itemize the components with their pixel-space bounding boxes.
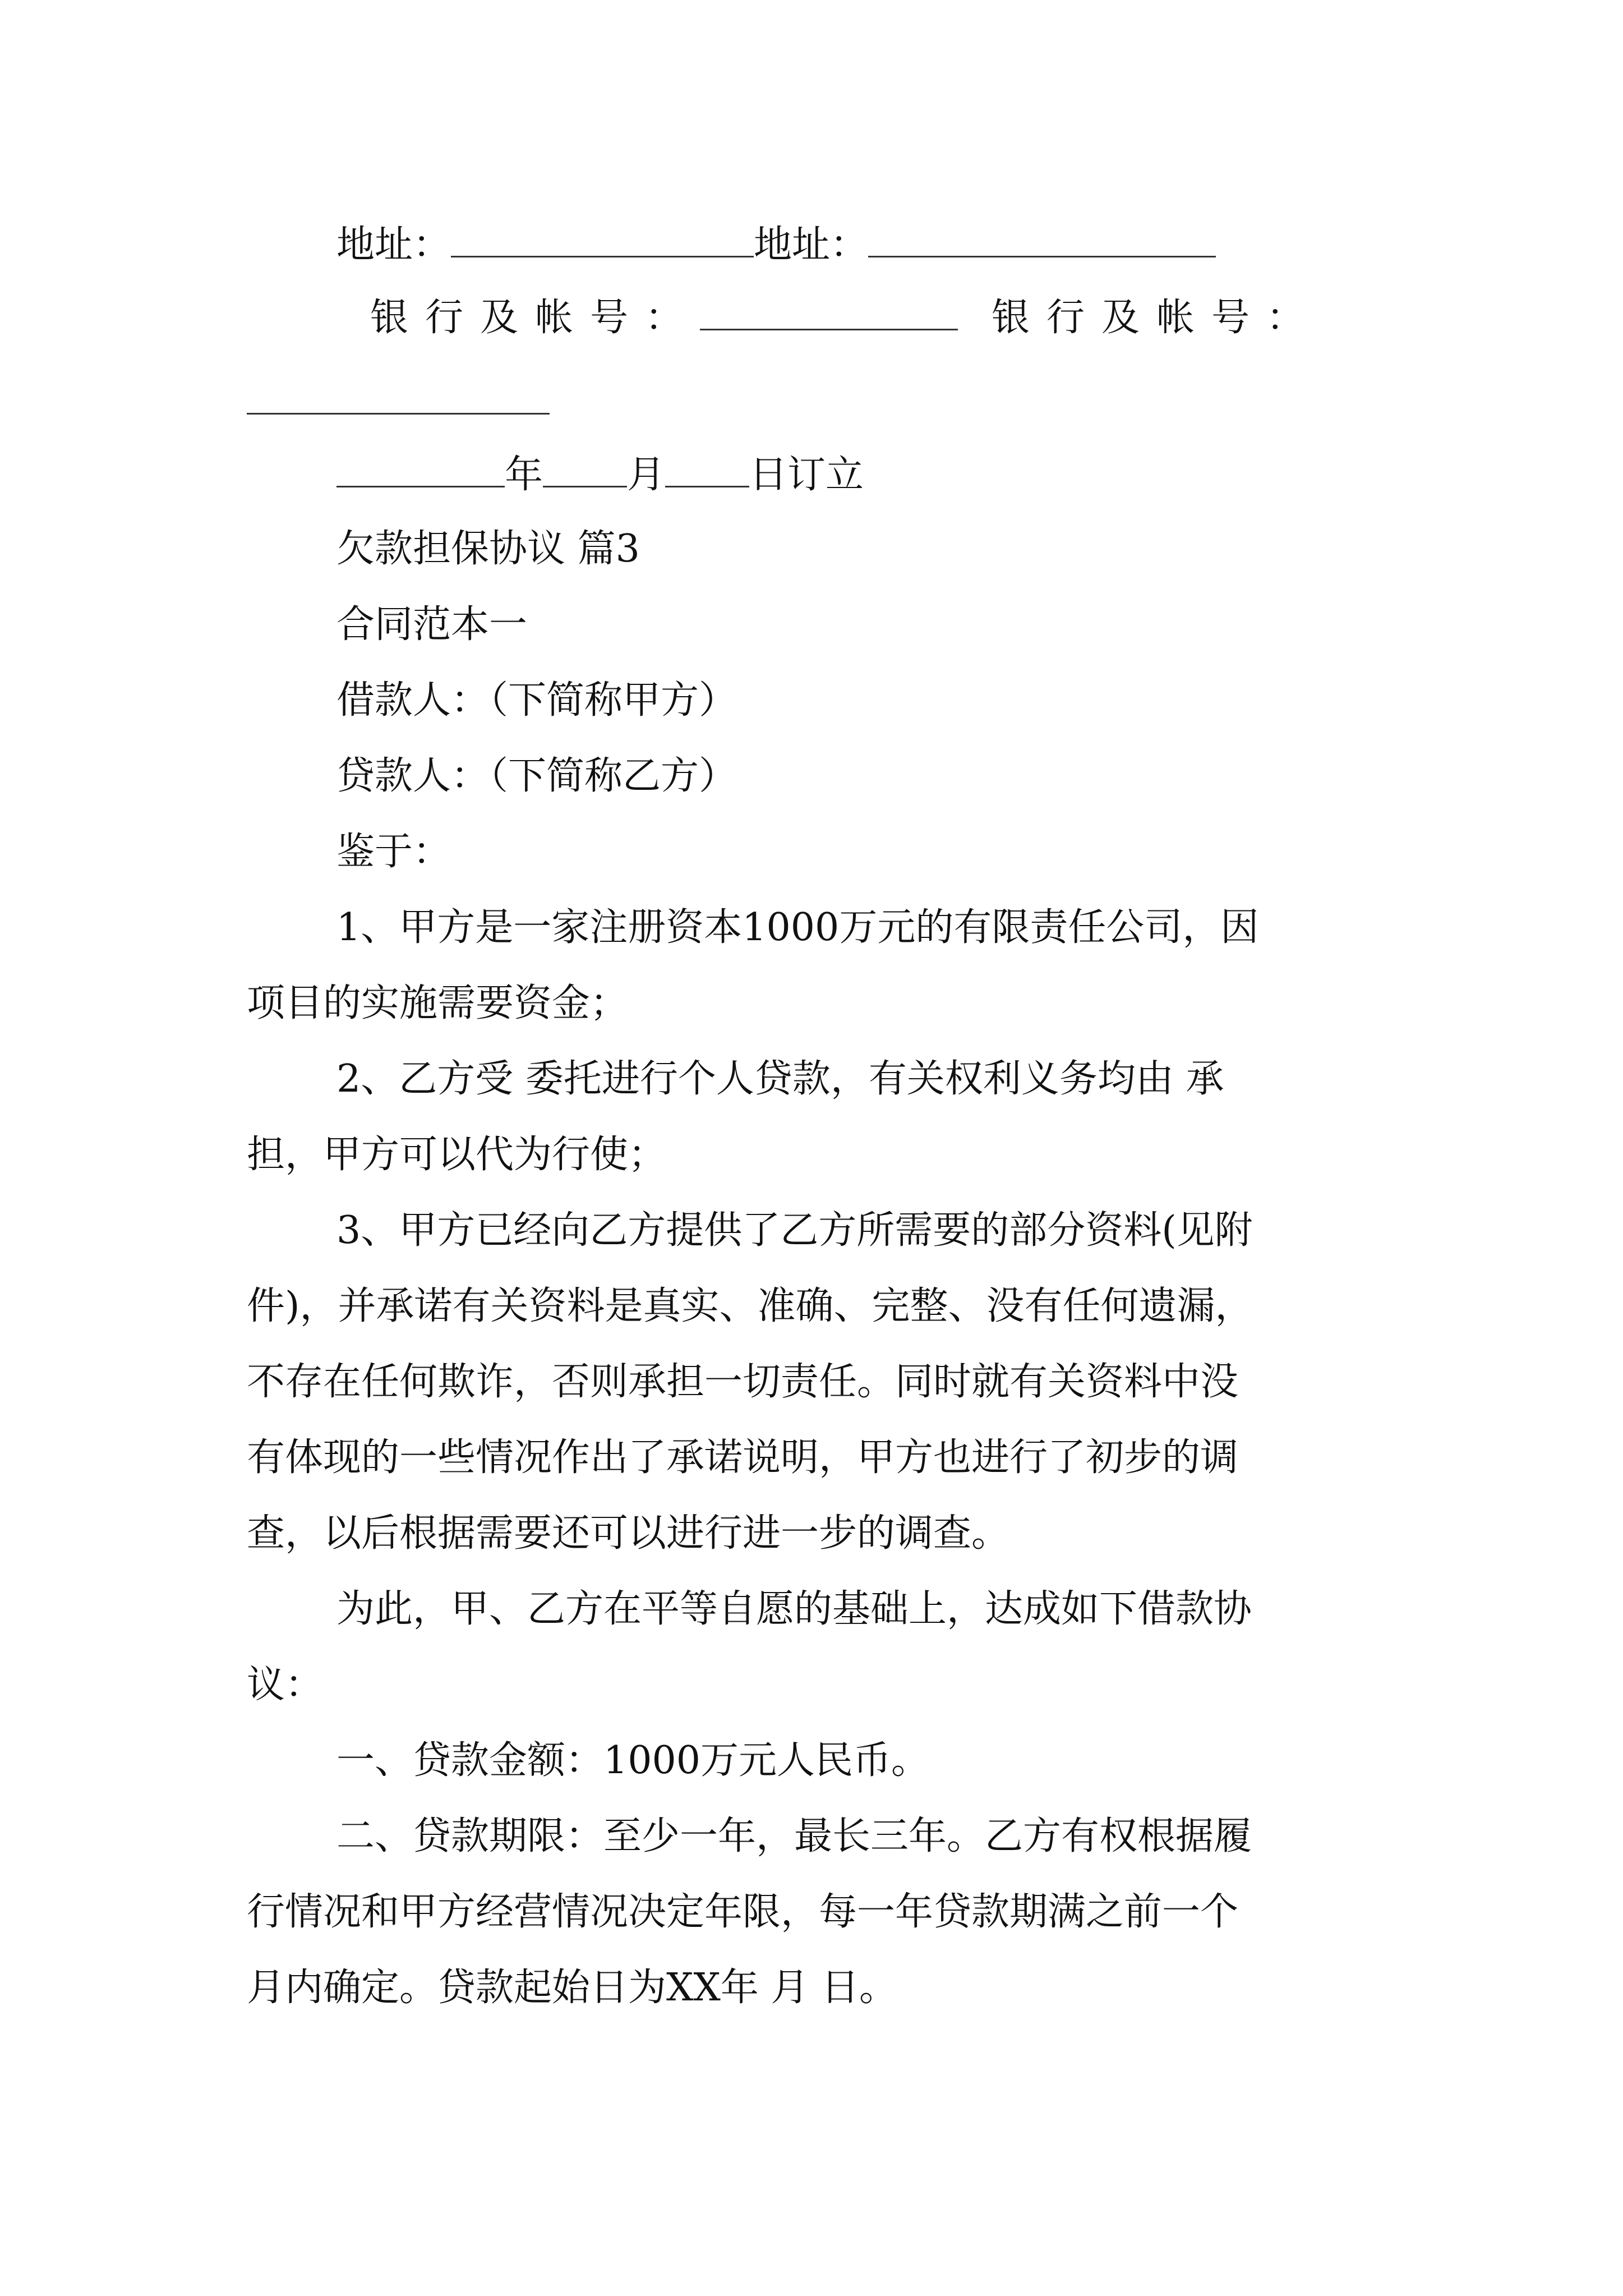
borrower-line: 借款人：（下简称甲方）: [336, 678, 737, 723]
bank-continuation-row: [247, 381, 550, 421]
address-row: [336, 223, 1216, 267]
bank-blank-party-a: [700, 297, 958, 330]
year-blank: [336, 454, 505, 487]
section-title: 欠款担保协议 篇3: [336, 527, 640, 571]
clause-2-line-2: 行情况和甲方经营情况决定年限，每一年贷款期满之前一个: [247, 1890, 1239, 1934]
whereas-item-3-line-2: 件)，并承诺有关资料是真实、准确、完整、没有任何遗漏，: [247, 1284, 1253, 1328]
clause-2-line-3: 月内确定。贷款起始日为XX年 月 日。: [247, 1966, 898, 2010]
day-label: 日订立: [749, 453, 864, 497]
day-blank: [665, 454, 749, 487]
bank-blank-party-b: [247, 381, 550, 415]
address-label-party-b: 地址：: [754, 223, 869, 267]
bank-row: [370, 296, 1322, 340]
whereas-item-3-line-5: 查，以后根据需要还可以进行进一步的调查。: [247, 1511, 1010, 1556]
address-blank-party-a: [451, 224, 754, 257]
month-blank: [543, 454, 627, 487]
whereas-item-1-line-1: 1、甲方是一家注册资本1000万元的有限责任公司，因: [336, 905, 1259, 950]
whereas-item-3-line-3: 不存在任何欺诈，否则承担一切责任。同时就有关资料中没: [247, 1360, 1239, 1404]
address-label-party-a: 地址：: [336, 223, 451, 267]
whereas-item-2-line-2: 担，甲方可以代为行使；: [247, 1133, 667, 1177]
lender-line: 贷款人：（下简称乙方）: [336, 754, 737, 798]
whereas-item-3-line-1: 3、甲方已经向乙方提供了乙方所需要的部分资料(见附: [336, 1208, 1253, 1253]
bank-label-party-a: 银行及帐号：: [370, 296, 700, 340]
month-label: 月: [627, 453, 666, 497]
agreement-intro-line-2: 议：: [247, 1663, 324, 1707]
agreement-intro-line-1: 为此，甲、乙方在平等自愿的基础上，达成如下借款协: [336, 1587, 1252, 1631]
date-row: [336, 453, 864, 497]
whereas-item-2-line-1: 2、乙方受 委托进行个人贷款，有关权利义务均由 承: [336, 1057, 1224, 1101]
whereas-heading: 鉴于：: [336, 830, 451, 874]
clause-1: 一、贷款金额：1000万元人民币。: [336, 1738, 930, 1783]
section-subtitle: 合同范本一: [336, 602, 528, 647]
year-label: 年: [505, 453, 543, 497]
whereas-item-1-line-2: 项目的实施需要资金；: [247, 981, 629, 1025]
bank-label-party-b: 银行及帐号：: [992, 296, 1322, 340]
whereas-item-3-line-4: 有体现的一些情况作出了承诺说明，甲方也进行了初步的调: [247, 1435, 1239, 1480]
address-blank-party-b: [868, 224, 1216, 257]
clause-2-line-1: 二、贷款期限：至少一年，最长三年。乙方有权根据履: [336, 1814, 1252, 1858]
